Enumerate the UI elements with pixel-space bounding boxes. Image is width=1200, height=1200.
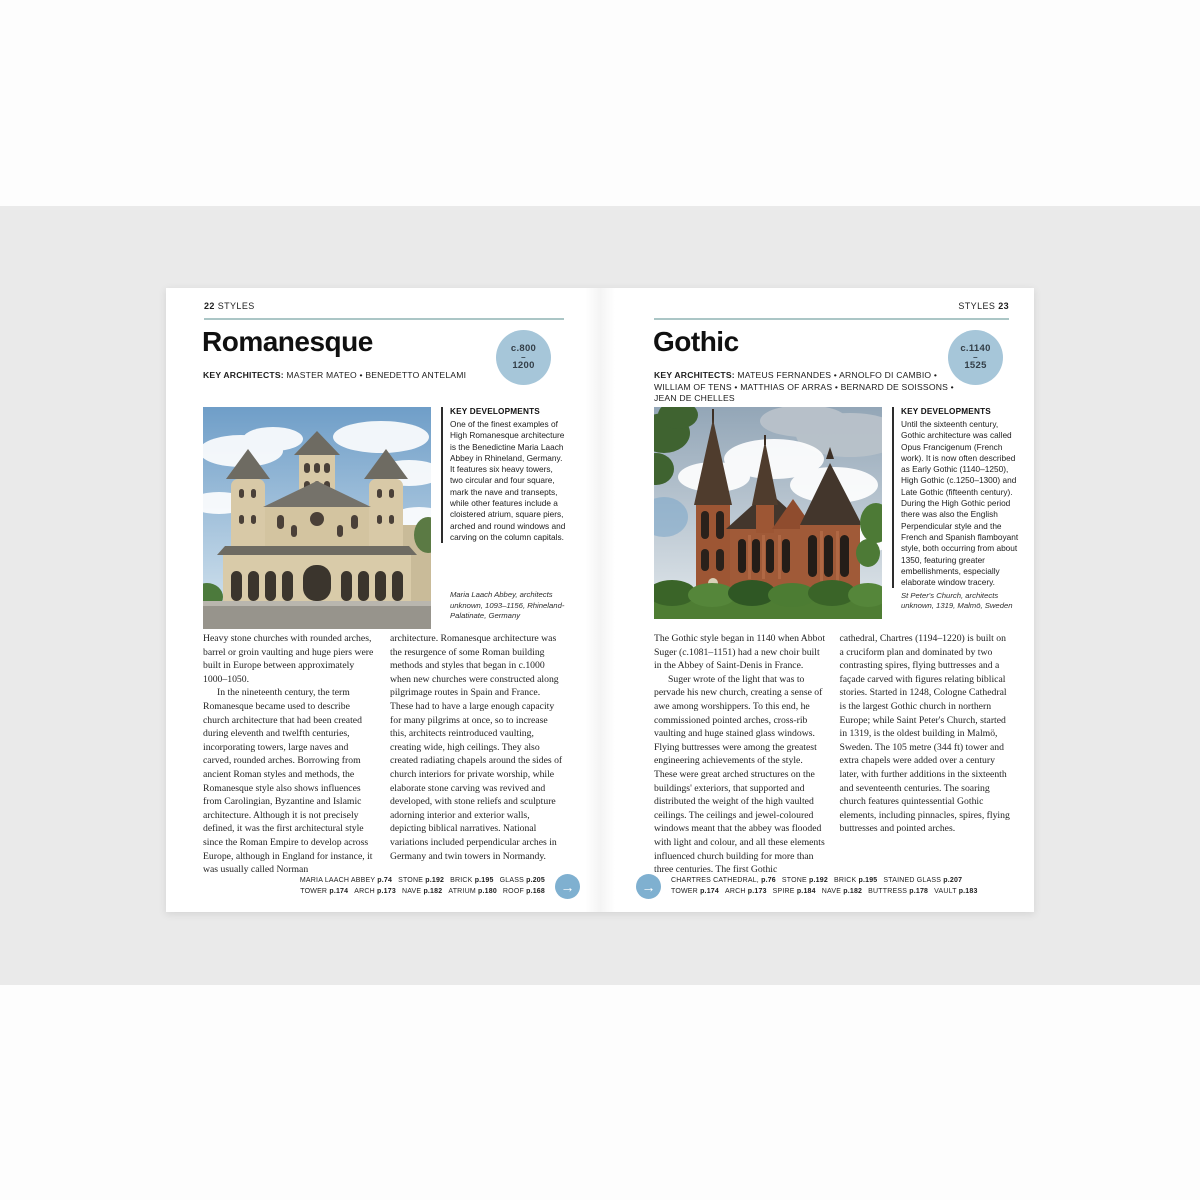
key-architects-names: MATEUS FERNANDES • ARNOLFO DI CAMBIO • WILLIAM OF TENS • MATTHIAS OF ARRAS • BERNARD DE SOISSONS • JEAN DE CHELLES bbox=[654, 370, 954, 403]
page-number: 22 bbox=[204, 301, 215, 311]
key-developments-box bbox=[892, 407, 1019, 588]
key-architects-names: MASTER MATEO • BENEDETTO ANTELAMI bbox=[286, 370, 467, 380]
photo-caption: St Peter's Church, architects unknown, 1319, Malmö, Sweden bbox=[901, 590, 1013, 611]
badge-from: c.800 bbox=[510, 342, 537, 354]
open-book-spread bbox=[166, 288, 1034, 912]
page-romanesque bbox=[166, 288, 600, 912]
badge-to: 1525 bbox=[964, 360, 987, 372]
page-gothic bbox=[600, 288, 1034, 912]
paragraph: In the nineteenth century, the term Romanesque became used to describe church architecture that had been created during eleventh and twelfth centuries, incorporating towers, large naves and carved, rounded arches. Borrowing from ancient Roman styles and methods, the Romanesque style also shows influences from Carolingian, Byzantine and Islamic architecture. Although it is not precisely defined, it was the first architectural style since the Roman Empire to develop across Europe, although in England for instance, it was usually called Norman bbox=[203, 687, 373, 876]
index-link: GLASS p.205 bbox=[499, 877, 545, 884]
body-text bbox=[203, 632, 564, 877]
paragraph: Heavy stone churches with rounded arches, barrel or groin vaulting and huge piers were built in Europe between approximately 1000–1050. bbox=[203, 633, 374, 685]
index-link: MARIA LAACH ABBEY p.74 bbox=[299, 877, 393, 884]
index-links bbox=[668, 876, 981, 897]
body-column-2 bbox=[390, 632, 564, 877]
index-link: BRICK p.195 bbox=[833, 877, 878, 884]
page-number: 23 bbox=[998, 301, 1009, 311]
paragraph: Suger wrote of the light that was to pervade his new church, creating a sense of awe among worshippers. To this end, he commissioned pointed arches, cross-rib vaulting and huge stained glass windows. Flying buttresses were among the greatest engineering achievements of the style. These were great arched structures on the buildings' exteriors, that supported and distributed the weight of the high vaulted ceilings. The ceilings and jewel-coloured windows meant that the abbey was flooded with light and colour, and all these elements influenced church building for more than three centuries. The first Gothic bbox=[654, 673, 825, 876]
st-peters-church-photo bbox=[654, 407, 882, 619]
key-architects-label: KEY ARCHITECTS: bbox=[203, 370, 284, 380]
index-links bbox=[297, 876, 548, 897]
sidebar-column bbox=[441, 407, 568, 629]
key-developments-text: One of the finest examples of High Romanesque architecture is the Benedictine Maria Laach Abbey in Rhineland, Germany. It features six heavy towers, two circular and four square, mark the nave and transepts, while other features include a cloistered atrium, square piers, arched and round windows and carving on the column capitals. bbox=[450, 419, 566, 542]
figure-row bbox=[654, 407, 1019, 619]
body-column-1 bbox=[654, 632, 827, 877]
index-link: NAVE p.182 bbox=[821, 887, 863, 895]
key-developments-box bbox=[441, 407, 568, 543]
arrow-right-icon: → bbox=[555, 874, 580, 899]
maria-laach-abbey-photo bbox=[203, 407, 431, 629]
sidebar-column bbox=[892, 407, 1019, 619]
key-architects-line bbox=[203, 370, 513, 382]
badge-to: 1200 bbox=[512, 360, 535, 372]
section-label: STYLES bbox=[217, 301, 255, 311]
body-text bbox=[654, 632, 1012, 877]
key-architects-label: KEY ARCHITECTS: bbox=[654, 370, 735, 380]
cross-reference-footer bbox=[297, 874, 580, 899]
section-label: STYLES bbox=[958, 301, 996, 311]
header-rule bbox=[654, 318, 1009, 320]
figure-row bbox=[203, 407, 568, 629]
index-link: ARCH p.173 bbox=[724, 887, 767, 895]
key-developments-heading: KEY DEVELOPMENTS bbox=[450, 407, 540, 416]
index-link: NAVE p.182 bbox=[401, 887, 443, 895]
index-link: ROOF p.168 bbox=[502, 887, 545, 895]
photo-caption: Maria Laach Abbey, architects unknown, 1093–1156, Rhineland-Palatinate, Germany bbox=[450, 590, 565, 621]
badge-dash: – bbox=[521, 352, 526, 362]
index-link: CHARTRES CATHEDRAL, p.76 bbox=[671, 877, 776, 884]
arrow-right-icon: → bbox=[636, 874, 661, 899]
page-title: Romanesque bbox=[202, 326, 373, 357]
index-link: SPIRE p.184 bbox=[772, 887, 816, 895]
key-developments-text: Until the sixteenth century, Gothic architecture was called Opus Francigenum (French work). It is now often described as Early Gothic (1140–1250), High Gothic (c.1250–1300) and Late Gothic (fifteenth century). During the High Gothic period there was also the English Perpendicular style and the French and Spanish flamboyant style, both occurring from about 1350, featuring greater embellishments, especially elaborate window tracery. bbox=[901, 419, 1019, 588]
paragraph: architecture. Romanesque architecture was the resurgence of some Roman building methods and styles that began in c.1000 when new churches were constructed along pilgrimage routes in Spain and France. These had to have a large enough capacity for many pilgrims at once, so to increase this, architects reintroduced vaulting, creating wide, high ceilings. They also created radiating chapels around the sides of church interiors for private worship, while elaborate stone carving was revived and developed, with stone reliefs and sculpture adorning interior and exterior walls, depicting biblical narratives. National variations included perpendicular arches in Germany and twin towers in Normandy. bbox=[390, 633, 563, 862]
key-developments-heading: KEY DEVELOPMENTS bbox=[901, 407, 991, 416]
page-header-left bbox=[204, 301, 255, 311]
header-rule bbox=[204, 318, 564, 320]
cross-reference-footer bbox=[636, 874, 981, 899]
index-link: BUTTRESS p.178 bbox=[868, 887, 929, 895]
index-link: VAULT p.183 bbox=[934, 887, 978, 895]
badge-dash: – bbox=[973, 352, 978, 362]
paragraph: The Gothic style began in 1140 when Abbot Suger (c.1081–1151) had a new choir built in the Abbey of Saint-Denis in France. bbox=[654, 633, 826, 672]
key-architects-line bbox=[654, 370, 976, 405]
paragraph: cathedral, Chartres (1194–1220) is built on a cruciform plan and dominated by two contrasting spires, flying buttresses and a façade carved with figures relating biblical stories. Started in 1248, Cologne Cathedral is the largest Gothic church in northern Europe; while Saint Peter's Church, started in 1319, is the oldest building in Malmö, Sweden. The 105 metre (344 ft) tower and extra chapels were added over a century later, with further additions in the sixteenth and seventeenth centuries. The soaring church features quintessential Gothic elements, including pinnacles, spires, flying buttresses and pointed arches. bbox=[839, 633, 1010, 835]
index-link: ARCH p.173 bbox=[354, 887, 396, 895]
index-link: STAINED GLASS p.207 bbox=[883, 877, 963, 884]
index-link: TOWER p.174 bbox=[300, 887, 349, 895]
index-link: BRICK p.195 bbox=[450, 877, 494, 884]
badge-from: c.1140 bbox=[960, 342, 991, 354]
index-link: TOWER p.174 bbox=[671, 887, 719, 895]
page-header-right bbox=[958, 301, 1009, 311]
index-link: STONE p.192 bbox=[398, 877, 445, 884]
page-title: Gothic bbox=[653, 326, 739, 357]
index-link: STONE p.192 bbox=[781, 877, 828, 884]
index-link: ATRIUM p.180 bbox=[448, 887, 497, 895]
body-column-2 bbox=[840, 632, 1013, 877]
body-column-1 bbox=[203, 632, 377, 877]
